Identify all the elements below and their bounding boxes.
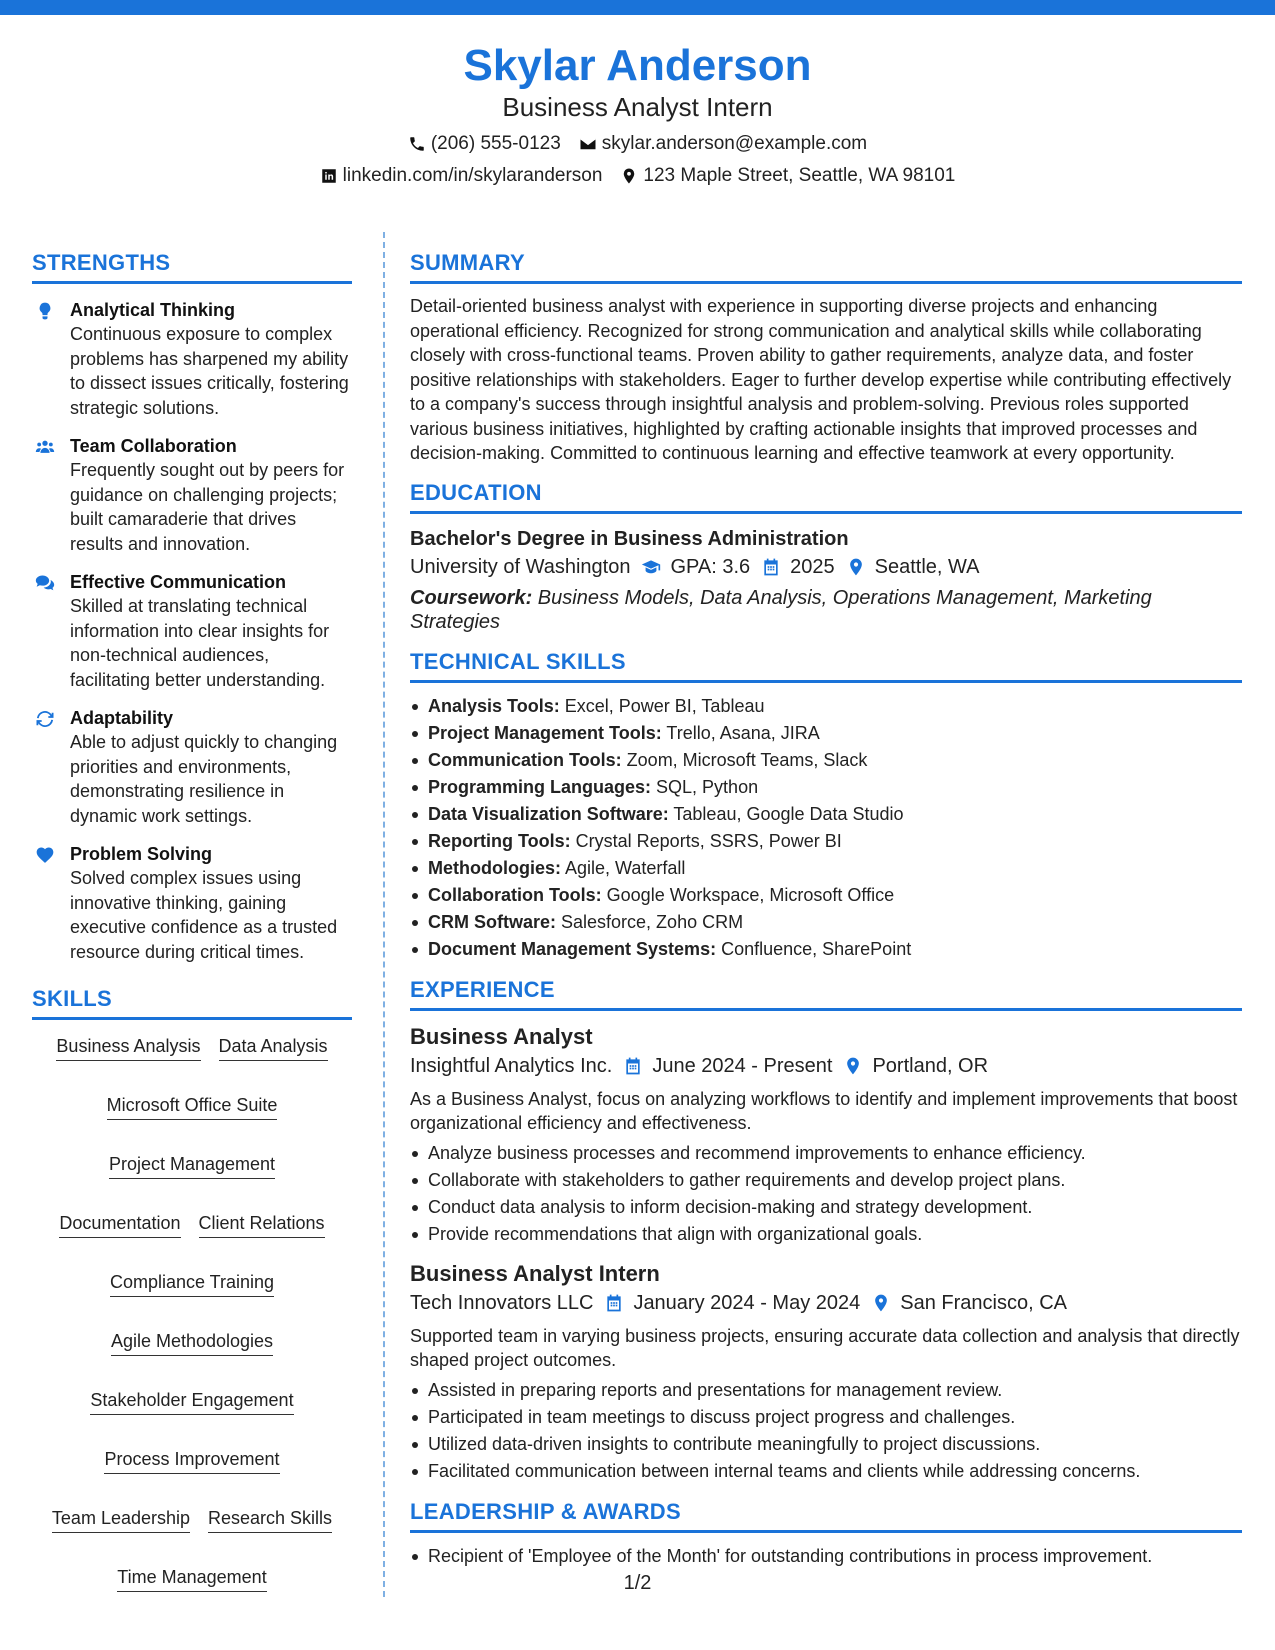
- strength-title: Effective Communication: [70, 572, 287, 592]
- list-item: Collaborate with stakeholders to gather requirements and develop project plans.: [410, 1167, 1242, 1194]
- right-column: [410, 250, 1242, 1570]
- coursework-label: Coursework:: [410, 586, 533, 609]
- skill-category: Analysis Tools:: [428, 695, 560, 716]
- map-pin-icon: [870, 1293, 892, 1313]
- skills-heading: SKILLS: [32, 986, 352, 1020]
- skill-tag: Research Skills: [208, 1506, 332, 1533]
- skill-tag: Client Relations: [199, 1211, 325, 1238]
- skill-category: Project Management Tools:: [428, 722, 662, 743]
- skill-category: Collaboration Tools:: [428, 884, 602, 905]
- map-pin-icon: [845, 557, 867, 577]
- strength-description: Skilled at translating technical information into clear insights for non-technical audiences, facilitating better understanding.: [70, 596, 330, 690]
- leadership-heading: LEADERSHIP & AWARDS: [410, 1499, 1242, 1533]
- strength-title: Team Collaboration: [70, 436, 237, 456]
- resume-header: [0, 40, 1275, 188]
- technical-skills-section: [410, 649, 1242, 963]
- skill-category: Programming Languages:: [428, 776, 652, 797]
- phone-icon: [408, 135, 426, 153]
- job-dates: January 2024 - May 2024: [633, 1291, 861, 1314]
- school-name: University of Washington: [410, 555, 631, 578]
- skill-tag: Data Analysis: [219, 1034, 328, 1061]
- list-item: [410, 828, 1242, 855]
- envelope-icon: [579, 135, 597, 153]
- degree-title: Bachelor's Degree in Business Administration: [410, 527, 849, 550]
- email-contact[interactable]: [579, 132, 867, 156]
- job-title: Business Analyst Intern: [410, 1260, 660, 1286]
- skill-tag: Compliance Training: [110, 1270, 274, 1297]
- leadership-list: [410, 1543, 1242, 1570]
- candidate-role: Business Analyst Intern: [502, 92, 773, 122]
- top-accent-bar: [0, 0, 1275, 15]
- education-section: [410, 480, 1242, 635]
- strength-item: [32, 298, 352, 420]
- list-item: Analyze business processes and recommend improvements to enhance efficiency.: [410, 1140, 1242, 1167]
- coursework: [410, 586, 1242, 635]
- list-item: Provide recommendations that align with organizational goals.: [410, 1221, 1242, 1248]
- list-item: [410, 774, 1242, 801]
- gpa-text: GPA: 3.6: [670, 555, 751, 578]
- strength-description: Continuous exposure to complex problems has sharpened my ability to dissect issues critically, fostering strategic solutions.: [70, 324, 349, 418]
- job-bullets: [410, 1377, 1242, 1485]
- skill-tag: Agile Methodologies: [111, 1329, 273, 1356]
- strength-description: Solved complex issues using innovative thinking, gaining executive confidence as a trusted resource during critical times.: [70, 868, 338, 962]
- page-number: 1/2: [623, 1572, 652, 1594]
- list-item: [410, 801, 1242, 828]
- job-bullets: [410, 1140, 1242, 1248]
- strength-item: [32, 842, 352, 964]
- job-entry: [410, 1260, 1242, 1485]
- company-name: Insightful Analytics Inc.: [410, 1054, 613, 1077]
- summary-section: [410, 250, 1242, 466]
- address-contact: [620, 164, 955, 188]
- skill-tag: Process Improvement: [104, 1447, 279, 1474]
- skill-category: Communication Tools:: [428, 749, 622, 770]
- job-dates: June 2024 - Present: [652, 1054, 833, 1077]
- strength-description: Able to adjust quickly to changing priorities and environments, demonstrating resilience in dynamic work settings.: [70, 732, 338, 826]
- skill-values: Agile, Waterfall: [561, 857, 686, 878]
- skill-tag: Team Leadership: [52, 1506, 190, 1533]
- job-location: Portland, OR: [872, 1054, 989, 1077]
- job-meta: [410, 1288, 1242, 1318]
- chat-bubbles-icon: [34, 573, 56, 593]
- map-pin-icon: [842, 1056, 864, 1076]
- skill-category: Document Management Systems:: [428, 938, 717, 959]
- linkedin-text: linkedin.com/in/skylaranderson: [342, 165, 603, 186]
- education-meta: [410, 552, 1242, 582]
- list-item: [410, 909, 1242, 936]
- left-column: [32, 250, 352, 1592]
- skill-tag: Business Analysis: [56, 1034, 200, 1061]
- summary-heading: SUMMARY: [410, 250, 1242, 284]
- phone-contact[interactable]: [408, 132, 561, 156]
- skill-category: Data Visualization Software:: [428, 803, 669, 824]
- experience-section: [410, 977, 1242, 1485]
- calendar-icon: [603, 1293, 625, 1313]
- list-item: [410, 720, 1242, 747]
- lightbulb-icon: [34, 301, 56, 321]
- strength-description: Frequently sought out by peers for guidance on challenging projects; built camaraderie that drives results and innovation.: [70, 460, 345, 554]
- calendar-icon: [760, 557, 782, 577]
- heart-icon: [34, 845, 56, 865]
- job-location: San Francisco, CA: [900, 1291, 1067, 1314]
- list-item: Conduct data analysis to inform decision-making and strategy development.: [410, 1194, 1242, 1221]
- education-heading: EDUCATION: [410, 480, 1242, 514]
- list-item: Utilized data-driven insights to contribute meaningfully to project discussions.: [410, 1431, 1242, 1458]
- skill-tag: Documentation: [59, 1211, 180, 1238]
- strength-title: Problem Solving: [70, 844, 213, 864]
- list-item: Assisted in preparing reports and presentations for management review.: [410, 1377, 1242, 1404]
- skill-values: Trello, Asana, JIRA: [661, 722, 820, 743]
- job-entry: [410, 1023, 1242, 1248]
- list-item: Facilitated communication between internal teams and clients while addressing concerns.: [410, 1458, 1242, 1485]
- list-item: Participated in team meetings to discuss project progress and challenges.: [410, 1404, 1242, 1431]
- strength-title: Adaptability: [70, 708, 174, 728]
- technical-skills-heading: TECHNICAL SKILLS: [410, 649, 1242, 683]
- graduation-year: 2025: [790, 555, 835, 578]
- skill-values: Tableau, Google Data Studio: [668, 803, 904, 824]
- contact-line-2: [0, 164, 1275, 188]
- linkedin-icon: [320, 167, 338, 185]
- skill-values: SQL, Python: [651, 776, 759, 797]
- skill-values: Confluence, SharePoint: [716, 938, 912, 959]
- skill-tag: Microsoft Office Suite: [107, 1093, 278, 1120]
- column-divider: [383, 232, 385, 1597]
- job-description: Supported team in varying business projects, ensuring accurate data collection and analysis that directly shaped project outcomes.: [410, 1325, 1240, 1370]
- strength-item: [32, 570, 352, 692]
- skill-tag: Project Management: [109, 1152, 275, 1179]
- company-name: Tech Innovators LLC: [410, 1291, 594, 1314]
- phone-text: (206) 555-0123: [430, 133, 561, 154]
- skill-category: Methodologies:: [428, 857, 561, 878]
- strength-item: [32, 434, 352, 556]
- skill-values: Google Workspace, Microsoft Office: [601, 884, 895, 905]
- list-item: [410, 936, 1242, 963]
- coursework-list: Business Models, Data Analysis, Operations Management, Marketing Strategies: [410, 586, 1152, 633]
- address-text: 123 Maple Street, Seattle, WA 98101: [643, 165, 956, 186]
- graduation-cap-icon: [640, 557, 662, 577]
- contact-line-1: [0, 132, 1275, 156]
- skill-values: Zoom, Microsoft Teams, Slack: [621, 749, 868, 770]
- map-pin-icon: [620, 167, 638, 185]
- skill-category: CRM Software:: [428, 911, 557, 932]
- technical-skills-list: [410, 693, 1242, 963]
- skill-category: Reporting Tools:: [428, 830, 571, 851]
- list-item: [410, 693, 1242, 720]
- school-location: Seattle, WA: [874, 555, 980, 578]
- list-item: [410, 747, 1242, 774]
- list-item: Recipient of 'Employee of the Month' for outstanding contributions in process improvement.: [410, 1543, 1242, 1570]
- skill-tag: Stakeholder Engagement: [90, 1388, 293, 1415]
- email-text: skylar.anderson@example.com: [601, 133, 868, 154]
- leadership-section: [410, 1499, 1242, 1570]
- list-item: [410, 882, 1242, 909]
- refresh-icon: [34, 709, 56, 729]
- job-description: As a Business Analyst, focus on analyzing workflows to identify and implement improvements that boost organizational efficiency and effectiveness.: [410, 1088, 1238, 1133]
- experience-heading: EXPERIENCE: [410, 977, 1242, 1011]
- strength-item: [32, 706, 352, 828]
- linkedin-contact[interactable]: [320, 164, 603, 188]
- skill-tag: Time Management: [117, 1565, 266, 1592]
- summary-text: Detail-oriented business analyst with experience in supporting diverse projects and enhancing operational efficiency. Recognized for strong communication and analytical skills while collaborating closely with cross-functional teams. Proven ability to gather requirements, analyze data, and foster positive relationships with stakeholders. Eager to further develop expertise while contributing effectively to a company's success through insightful analysis and problem-solving. Previous roles supported various business initiatives, highlighted by crafting actionable insights that improved processes and decision-making. Committed to continuous learning and effective teamwork at every opportunity.: [410, 296, 1232, 463]
- strength-title: Analytical Thinking: [70, 300, 236, 320]
- skill-values: Excel, Power BI, Tableau: [559, 695, 765, 716]
- strengths-heading: STRENGTHS: [32, 250, 352, 284]
- skill-values: Crystal Reports, SSRS, Power BI: [570, 830, 842, 851]
- users-icon: [34, 437, 56, 457]
- candidate-name: Skylar Anderson: [463, 41, 812, 90]
- calendar-icon: [622, 1056, 644, 1076]
- job-title: Business Analyst: [410, 1023, 593, 1049]
- skills-list: [32, 1034, 352, 1592]
- list-item: [410, 855, 1242, 882]
- job-meta: [410, 1051, 1242, 1081]
- skill-values: Salesforce, Zoho CRM: [556, 911, 744, 932]
